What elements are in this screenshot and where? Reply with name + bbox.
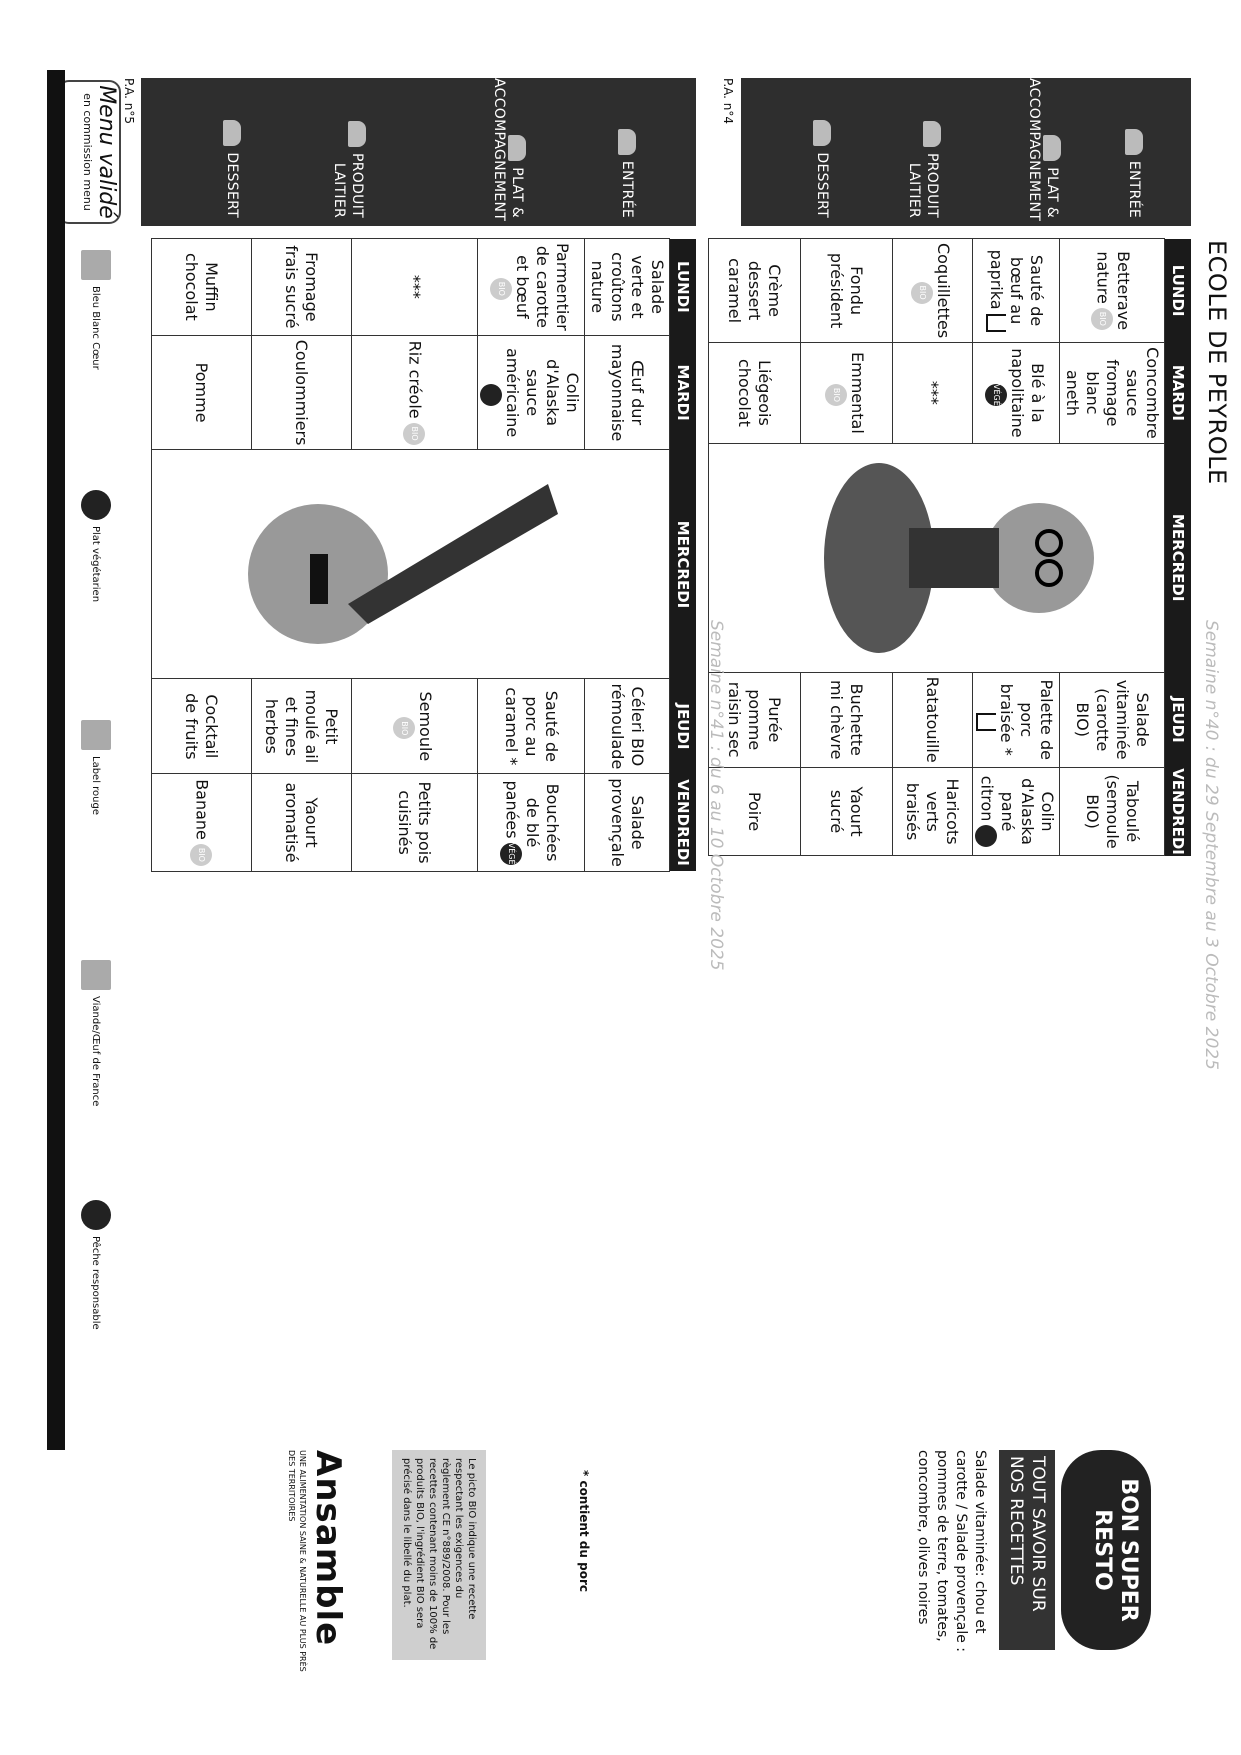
week-label-2: Semaine n°41 : du 6 au 10 Octobre 2025 (706, 620, 726, 971)
menu-cell: SemouleBIO (352, 679, 478, 774)
label-rouge-icon (81, 720, 111, 750)
menu-cell: Salade provençale (585, 774, 670, 872)
day-header: VENDREDI (670, 774, 697, 872)
dish-icon (1043, 135, 1061, 161)
menu-cell: Cocktail de fruits (152, 679, 252, 774)
menu-cell: Parmentier de carotte et bœufBIO (478, 239, 585, 336)
menu-cell: Fondu président (801, 239, 893, 343)
mascot-illustration (178, 454, 648, 674)
menu-cell: Salade vitaminée (carotte BIO) (1060, 672, 1165, 767)
side-panel-bottom (286, 1450, 486, 1685)
mascot-cell (152, 450, 670, 679)
legend-item: Label rouge (81, 720, 111, 815)
menu-cell: Poire (709, 767, 801, 856)
bio-badge: BIO (404, 423, 426, 445)
menu-cell: Colin d'Alaska sauce américaine (478, 335, 585, 450)
page-title: ECOLE DE PEYROLE (1203, 240, 1231, 485)
category-column (141, 78, 696, 226)
day-header: VENDREDI (1165, 767, 1192, 856)
day-header: MARDI (1165, 343, 1192, 444)
category-entree: ENTRÉE (618, 78, 636, 226)
viande-france-icon (986, 314, 1006, 332)
menu-cell: Petit moulé ail et fines herbes (252, 679, 352, 774)
fish-icon (480, 384, 502, 406)
footer-bar (47, 70, 65, 1450)
menu-cell: Bouchées de blé panéesVÉGÉ (478, 774, 585, 872)
legend-item: Plat végétarien (81, 490, 111, 602)
menu-cell: Œuf dur mayonnaise (585, 335, 670, 450)
day-header: MERCREDI (670, 450, 697, 679)
bon-super-resto-logo: BON SUPER RESTO (1061, 1450, 1151, 1650)
milk-icon (348, 121, 366, 147)
menu-cell: *** (893, 343, 973, 444)
menu-cell: Crème dessert caramel (709, 239, 801, 343)
menu-cell: Liégeois chocolat (709, 343, 801, 444)
menu-cell: Haricots verts braisés (893, 767, 973, 856)
milk-icon (923, 121, 941, 147)
recipe-note: Salade vitaminée: chou et carotte / Salade provençale : pommes de terre, tomates, concombre, olives noires (915, 1450, 988, 1653)
menu-cell: Salade verte et croûtons nature (585, 239, 670, 336)
bio-badge: BIO (191, 844, 213, 866)
category-plat: PLAT & ACCOMPAGNEMENT (491, 78, 525, 222)
menu-valide-stamp: Menu validé en commission menu (57, 80, 121, 224)
legend-item: Bleu Blanc Cœur (81, 250, 111, 370)
pa-number-1: P.A. n°4 (721, 78, 735, 125)
pa-number-2: P.A. n°5 (122, 78, 136, 125)
fish-icon (975, 825, 997, 847)
category-plat: PLAT & ACCOMPAGNEMENT (1026, 78, 1060, 222)
ansamble-logo: Ansamble (308, 1450, 348, 1647)
savoir-banner: TOUT SAVOIR SUR NOS RECETTES (999, 1450, 1055, 1650)
menu-cell: Muffin chocolat (152, 239, 252, 336)
bio-badge: BIO (912, 282, 934, 304)
vege-badge: VÉGÉ (500, 843, 522, 865)
legend-item: Pêche responsable (81, 1200, 111, 1330)
menu-cell: Ratatouille (893, 672, 973, 767)
menu-cell: Yaourt sucré (801, 767, 893, 856)
mascot-cell (709, 443, 1165, 672)
menu-cell: Riz créoleBIO (352, 335, 478, 450)
viande-france-icon (976, 713, 996, 731)
vege-badge: VÉGÉ (985, 384, 1007, 406)
menu-cell: Blé à la napolitaineVÉGÉ (973, 343, 1060, 444)
menu-cell: BananeBIO (152, 774, 252, 872)
porc-note: * contient du porc (577, 1470, 591, 1592)
cake-icon (813, 120, 831, 146)
menu-cell: Betterave natureBIO (1060, 239, 1165, 343)
category-laitier: PRODUIT LAITIER (905, 78, 941, 226)
category-column (741, 78, 1191, 226)
menu-cell: Taboulé (semoule BIO) (1060, 767, 1165, 856)
bio-badge: BIO (394, 717, 416, 739)
ansamble-tagline: UNE ALIMENTATION SAINE & NATURELLE AU PLUS PRÈS DES TERRITOIRES (287, 1450, 307, 1672)
day-header: LUNDI (1165, 239, 1192, 343)
day-header: MERCREDI (1165, 443, 1192, 672)
week-label-1: Semaine n°40 : du 29 Septembre au 3 Octobre 2025 (1201, 620, 1221, 1070)
menu-cell: *** (352, 239, 478, 336)
menu-cell: Sauté de bœuf au paprika (973, 239, 1060, 343)
viande-france-icon (81, 960, 111, 990)
dish-icon (508, 135, 526, 161)
menu-table-week2 (151, 238, 696, 872)
menu-cell: EmmentalBIO (801, 343, 893, 444)
menu-cell: Sauté de porc au caramel * (478, 679, 585, 774)
menu-cell: Pomme (152, 335, 252, 450)
category-laitier: PRODUIT LAITIER (330, 78, 366, 226)
side-panel-top (913, 1450, 1151, 1685)
peche-responsable-icon (81, 1200, 111, 1230)
day-header: JEUDI (670, 679, 697, 774)
category-dessert: DESSERT (223, 78, 241, 226)
day-header: JEUDI (1165, 672, 1192, 767)
menu-cell: Céleri BIO rémoulade (585, 679, 670, 774)
menu-cell: Fromage frais sucré (252, 239, 352, 336)
bio-note: Le picto BIO indique une recette respectant les exigences du règlement CE n°889/2008. Pour les recettes contenant moins de 100% de produits BIO, l'ingrédient BIO sera précisé dans le libellé du plat. (392, 1450, 486, 1660)
legend-item: Viande/Œuf de France (81, 960, 111, 1106)
menu-table-week1 (708, 238, 1191, 856)
category-entree: ENTRÉE (1125, 78, 1143, 226)
menu-cell: Coulommiers (252, 335, 352, 450)
cake-icon (223, 120, 241, 146)
bio-badge: BIO (490, 278, 512, 300)
menu-cell: Buchette mi chèvre (801, 672, 893, 767)
vege-icon (81, 490, 111, 520)
menu-cell: CoquillettesBIO (893, 239, 973, 343)
menu-cell: Petits pois cuisinés (352, 774, 478, 872)
day-header: LUNDI (670, 239, 697, 336)
bio-badge: BIO (826, 384, 848, 406)
bio-badge: BIO (1091, 308, 1113, 330)
category-dessert: DESSERT (813, 78, 831, 226)
bowl-icon (1125, 129, 1143, 155)
bleu-blanc-coeur-icon (81, 250, 111, 280)
menu-cell: Colin d'Alaska pané citron (973, 767, 1060, 856)
mascot-illustration (749, 448, 1129, 668)
bowl-icon (618, 129, 636, 155)
day-header: MARDI (670, 335, 697, 450)
menu-cell: Yaourt aromatisé (252, 774, 352, 872)
menu-cell: Palette de porc braisée * (973, 672, 1060, 767)
menu-cell: Purée pomme raisin sec (709, 672, 801, 767)
menu-cell: Concombre sauce fromage blanc aneth (1060, 343, 1165, 444)
